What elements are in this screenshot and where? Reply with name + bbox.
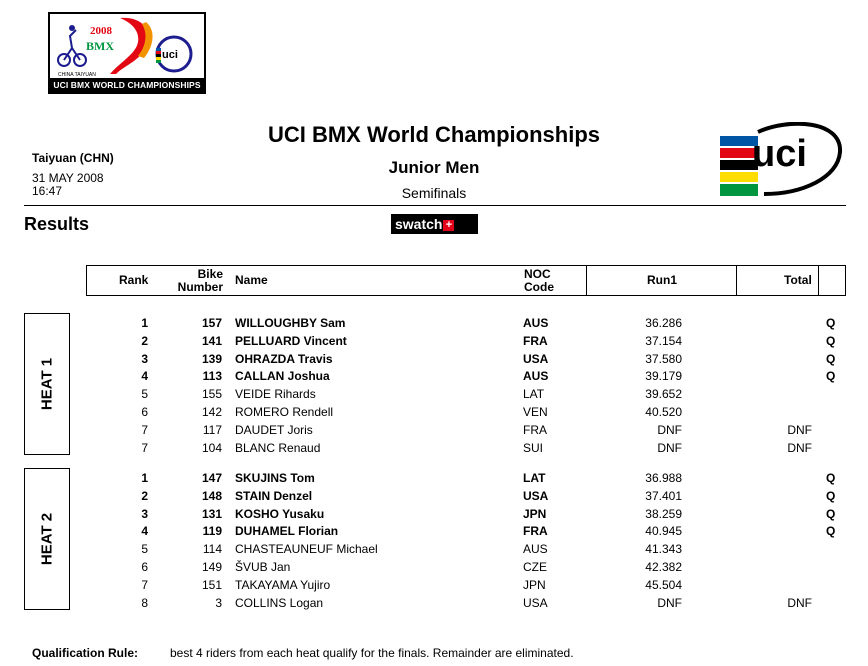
- table-row: [0, 505, 868, 523]
- cell-name: CHASTEAUNEUF Michael: [235, 542, 378, 557]
- cell-noc: LAT: [523, 471, 546, 485]
- table-row: [0, 350, 868, 368]
- col-bike-line1: Bike: [197, 267, 223, 281]
- cell-run1: 40.945: [645, 524, 682, 539]
- cell-noc: CZE: [523, 560, 547, 574]
- event-logo: [48, 12, 206, 94]
- cell-rank: 8: [141, 595, 148, 610]
- cell-rank: 3: [141, 351, 148, 366]
- cell-name: SKUJINS Tom: [235, 471, 315, 485]
- col-noc-line1: NOC: [524, 267, 551, 281]
- cell-noc: AUS: [523, 316, 549, 330]
- table-row: [0, 421, 868, 439]
- col-run1: Run1: [647, 273, 677, 287]
- cell-run1: 37.154: [645, 333, 682, 348]
- sponsor-logo: [391, 214, 478, 234]
- cell-rank: 4: [141, 369, 148, 384]
- swiss-cross-icon: +: [443, 220, 454, 231]
- cell-rank: 5: [141, 542, 148, 557]
- section-title: Results: [24, 214, 90, 234]
- cell-bike: 119: [202, 524, 222, 539]
- col-noc-line2: Code: [524, 280, 554, 294]
- cell-run1: 45.504: [645, 577, 682, 592]
- table-row: [0, 558, 868, 576]
- cell-q: Q: [826, 506, 836, 521]
- table-row: [0, 487, 868, 505]
- cell-bike: 149: [201, 560, 222, 574]
- cell-q: Q: [826, 351, 836, 366]
- table-row: [0, 439, 868, 457]
- round-title: Semifinals: [401, 185, 467, 201]
- cell-q: Q: [826, 488, 836, 503]
- cell-bike: 142: [201, 405, 222, 419]
- cell-run1: 36.988: [645, 471, 682, 485]
- cell-bike: 141: [201, 333, 222, 348]
- cell-run1: 39.652: [645, 387, 682, 402]
- cell-run1: DNF: [657, 595, 682, 610]
- date: 31 MAY 2008: [32, 171, 104, 185]
- header-divider-line: [818, 266, 819, 295]
- cell-rank: 2: [141, 488, 148, 503]
- sponsor-name: swatch: [395, 216, 443, 232]
- cell-noc: FRA: [523, 524, 548, 539]
- cell-rank: 1: [141, 471, 148, 485]
- heat-2-label: HEAT 2: [38, 512, 56, 566]
- cell-bike: 117: [202, 422, 222, 437]
- cell-noc: USA: [523, 488, 549, 503]
- cell-name: BLANC Renaud: [235, 440, 321, 455]
- cell-bike: 151: [201, 577, 222, 592]
- cell-total: DNF: [787, 422, 812, 437]
- cell-name: ROMERO Rendell: [235, 405, 334, 419]
- cell-rank: 5: [141, 387, 148, 402]
- cell-q: Q: [826, 471, 836, 485]
- table-row: [0, 367, 868, 385]
- cell-run1: 37.401: [645, 488, 682, 503]
- header-divider-line: [586, 266, 587, 295]
- logo-banner: UCI BMX WORLD CHAMPIONSHIPS: [50, 78, 204, 92]
- cell-bike: 155: [201, 387, 222, 402]
- svg-text:uci: uci: [162, 49, 178, 61]
- table-row: [0, 332, 868, 350]
- svg-text:2008: 2008: [90, 25, 112, 37]
- svg-text:CHINA TAIYUAN: CHINA TAIYUAN: [58, 72, 96, 78]
- table-row: [0, 314, 868, 332]
- cell-run1: 41.343: [645, 542, 682, 557]
- svg-text:uci: uci: [752, 133, 807, 175]
- page-title: UCI BMX World Championships: [267, 122, 601, 147]
- cell-noc: AUS: [523, 542, 548, 557]
- cell-run1: 37.580: [645, 351, 682, 366]
- cell-bike: 3: [215, 595, 222, 610]
- cell-name: TAKAYAMA Yujiro: [235, 577, 331, 592]
- qualification-rule-text: best 4 riders from each heat qualify for the finals. Remainder are eliminated.: [170, 646, 574, 660]
- cell-bike: 113: [202, 369, 222, 384]
- category-title: Junior Men: [388, 158, 480, 177]
- heat-1-label: HEAT 1: [38, 357, 56, 411]
- cell-rank: 7: [141, 440, 148, 455]
- cell-bike: 148: [201, 488, 222, 503]
- location: Taiyuan (CHN): [32, 151, 114, 165]
- cell-rank: 1: [141, 316, 148, 330]
- cell-bike: 147: [201, 471, 222, 485]
- table-row: [0, 540, 868, 558]
- uci-logo: [718, 122, 844, 200]
- cell-name: DUHAMEL Florian: [235, 524, 339, 539]
- col-name: Name: [235, 273, 268, 287]
- cell-q: Q: [826, 333, 836, 348]
- col-rank: Rank: [119, 273, 149, 287]
- cell-noc: USA: [523, 351, 549, 366]
- table-row: [0, 469, 868, 487]
- cell-q: Q: [826, 369, 836, 384]
- svg-text:BMX: BMX: [86, 39, 114, 53]
- table-row: [0, 385, 868, 403]
- cell-total: DNF: [787, 440, 812, 455]
- table-row: [0, 576, 868, 594]
- cell-q: Q: [826, 524, 836, 539]
- cell-run1: 40.520: [645, 405, 682, 419]
- cell-run1: 36.286: [645, 316, 682, 330]
- cell-total: DNF: [787, 595, 812, 610]
- cell-rank: 4: [141, 524, 148, 539]
- cell-bike: 114: [202, 542, 222, 557]
- cell-rank: 7: [141, 422, 148, 437]
- cell-noc: FRA: [523, 422, 547, 437]
- cell-name: VEIDE Rihards: [235, 387, 316, 402]
- cell-run1: 42.382: [645, 560, 682, 574]
- cell-bike: 104: [201, 440, 222, 455]
- cell-noc: USA: [523, 595, 548, 610]
- cell-noc: FRA: [523, 333, 548, 348]
- cell-noc: AUS: [523, 369, 549, 384]
- time: 16:47: [32, 184, 63, 198]
- cell-rank: 7: [141, 577, 148, 592]
- cell-run1: 39.179: [645, 369, 682, 384]
- cell-run1: 38.259: [645, 506, 682, 521]
- bmx-logo-art: [50, 14, 204, 80]
- cell-noc: LAT: [523, 387, 545, 402]
- cell-rank: 6: [141, 405, 148, 419]
- cell-noc: VEN: [523, 405, 548, 419]
- cell-bike: 139: [201, 351, 222, 366]
- cell-name: OHRAZDA Travis: [235, 351, 333, 366]
- cell-name: DAUDET Joris: [235, 422, 313, 437]
- header-divider: [24, 205, 846, 206]
- cell-rank: 3: [141, 506, 148, 521]
- cell-q: Q: [826, 316, 836, 330]
- cell-rank: 2: [141, 333, 148, 348]
- header-divider-line: [736, 266, 737, 295]
- cell-name: ŠVUB Jan: [235, 560, 291, 574]
- cell-bike: 131: [201, 506, 222, 521]
- cell-bike: 157: [201, 316, 222, 330]
- cell-name: PELLUARD Vincent: [235, 333, 347, 348]
- qualification-rule-label: Qualification Rule:: [32, 646, 139, 660]
- table-row: [0, 403, 868, 421]
- cell-name: KOSHO Yusaku: [235, 506, 325, 521]
- cell-name: CALLAN Joshua: [235, 369, 330, 384]
- table-row: [0, 522, 868, 540]
- cell-run1: DNF: [657, 440, 682, 455]
- cell-name: STAIN Denzel: [235, 488, 313, 503]
- cell-name: COLLINS Logan: [235, 595, 324, 610]
- col-bike-line2: Number: [177, 280, 223, 294]
- col-total: Total: [784, 273, 812, 287]
- cell-noc: JPN: [523, 506, 547, 521]
- cell-noc: SUI: [523, 440, 544, 455]
- cell-noc: JPN: [523, 577, 546, 592]
- cell-run1: DNF: [657, 422, 682, 437]
- table-row: [0, 594, 868, 612]
- table-header: [86, 265, 846, 296]
- cell-rank: 6: [141, 560, 148, 574]
- cell-name: WILLOUGHBY Sam: [235, 316, 346, 330]
